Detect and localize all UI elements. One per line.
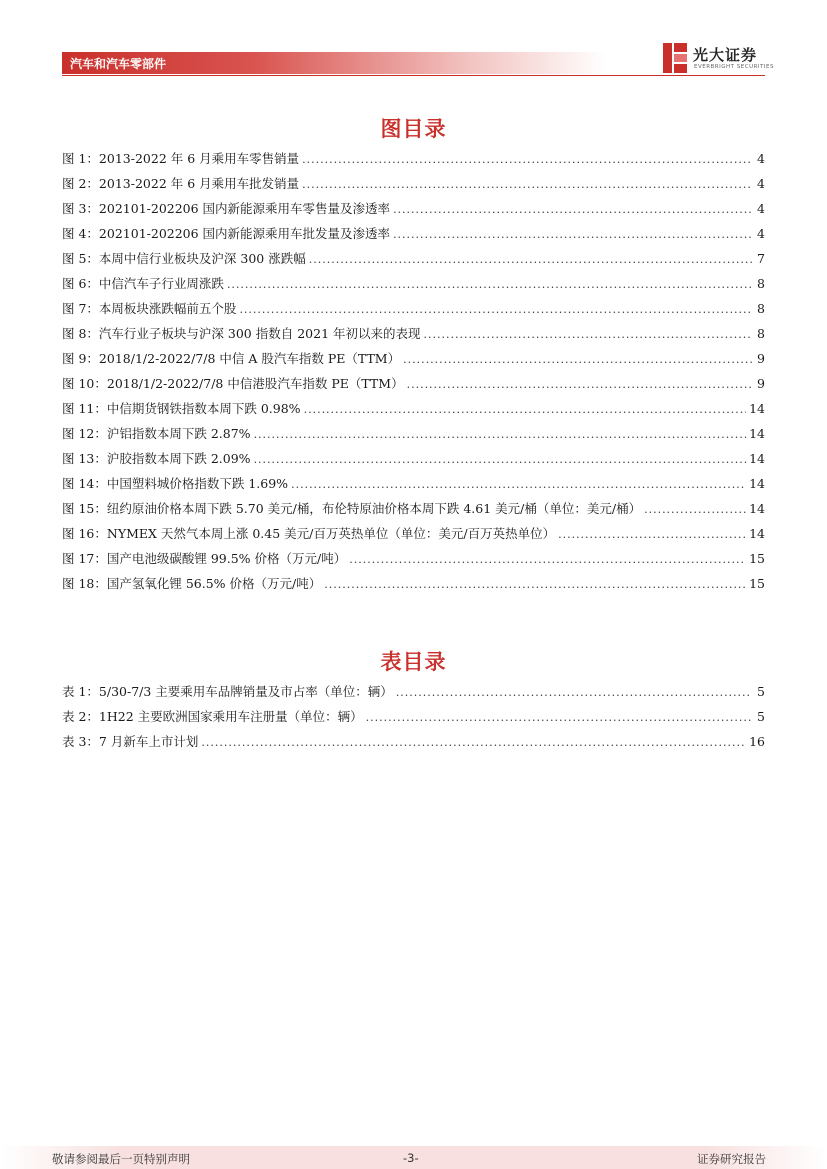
figure-entry[interactable] (62, 324, 765, 349)
brand-logo (663, 43, 773, 73)
figure-entry[interactable] (62, 524, 765, 549)
footer-page-number: -3- (403, 1151, 419, 1165)
figure-entry[interactable] (62, 449, 765, 474)
figure-entry[interactable] (62, 274, 765, 299)
figure-entry-label: 图 7：本周板块涨跌幅前五个股 (62, 301, 237, 316)
table-entry-page: 16 (749, 734, 765, 749)
dot-leader (424, 328, 753, 341)
table-entry-page: 5 (757, 709, 765, 724)
dot-leader (304, 403, 747, 416)
figures-list (62, 149, 765, 599)
figure-entry-label: 图 1：2013-2022 年 6 月乘用车零售销量 (62, 151, 300, 166)
dot-leader (407, 378, 752, 391)
figure-entry-page: 4 (757, 201, 765, 216)
figure-entry-page: 15 (749, 576, 765, 591)
figure-entry-label: 图 3：202101-202206 国内新能源乘用车零售量及渗透率 (62, 201, 391, 216)
figure-entry-page: 8 (757, 326, 765, 341)
figure-entry-page: 14 (749, 501, 765, 516)
table-entry-label: 表 2：1H22 主要欧洲国家乘用车注册量（单位：辆） (62, 709, 363, 724)
figure-entry[interactable] (62, 224, 765, 249)
dot-leader (309, 253, 752, 266)
figure-entry-page: 8 (757, 301, 765, 316)
figure-entry[interactable] (62, 249, 765, 274)
dot-leader (324, 578, 746, 591)
figure-entry[interactable] (62, 499, 765, 524)
figure-entry-label: 图 5：本周中信行业板块及沪深 300 涨跌幅 (62, 251, 306, 266)
dot-leader (366, 711, 752, 724)
figure-entry-label: 图 4：202101-202206 国内新能源乘用车批发量及渗透率 (62, 226, 391, 241)
table-entry-label: 表 1：5/30-7/3 主要乘用车品牌销量及市占率（单位：辆） (62, 684, 393, 699)
dot-leader (254, 453, 747, 466)
figure-entry-page: 7 (757, 251, 765, 266)
figure-entry-label: 图 18：国产氢氧化锂 56.5% 价格（万元/吨） (62, 576, 322, 591)
dot-leader (254, 428, 747, 441)
figure-entry-page: 14 (749, 401, 765, 416)
figure-entry-page: 9 (757, 351, 765, 366)
figure-entry[interactable] (62, 574, 765, 599)
figure-entry[interactable] (62, 149, 765, 174)
figure-entry-label: 图 13：沪胶指数本周下跌 2.09% (62, 451, 251, 466)
footer-report-type: 证券研究报告 (697, 1152, 766, 1166)
figure-entry[interactable] (62, 374, 765, 399)
figure-entry[interactable] (62, 174, 765, 199)
figure-entry[interactable] (62, 199, 765, 224)
figure-entry-label: 图 16：NYMEX 天然气本周上涨 0.45 美元/百万英热单位（单位：美元/百万英热单位） (62, 526, 556, 541)
tables-list (62, 682, 765, 757)
figure-entry-page: 15 (749, 551, 765, 566)
figure-entry-label: 图 9：2018/1/2-2022/7/8 中信 A 股汽车指数 PE（TTM） (62, 351, 401, 366)
figure-entry[interactable] (62, 299, 765, 324)
everbright-logo-icon (663, 43, 687, 73)
dot-leader (201, 736, 746, 749)
figure-entry-page: 8 (757, 276, 765, 291)
figure-entry-page: 14 (749, 526, 765, 541)
dot-leader (227, 278, 752, 291)
dot-leader (302, 178, 752, 191)
figure-entry-label: 图 14：中国塑料城价格指数下跌 1.69% (62, 476, 289, 491)
figure-entry[interactable] (62, 549, 765, 574)
footer-disclaimer: 敬请参阅最后一页特别声明 (52, 1152, 190, 1166)
figure-entry[interactable] (62, 399, 765, 424)
figure-entry-label: 图 2：2013-2022 年 6 月乘用车批发销量 (62, 176, 300, 191)
figure-entry-label: 图 17：国产电池级碳酸锂 99.5% 价格（万元/吨） (62, 551, 347, 566)
table-entry[interactable] (62, 682, 765, 707)
figure-entry-label: 图 6：中信汽车子行业周涨跌 (62, 276, 224, 291)
figure-entry-page: 4 (757, 151, 765, 166)
dot-leader (302, 153, 752, 166)
brand-name: 光大证券 (693, 46, 758, 64)
figures-section-title: 图目录 (380, 117, 447, 141)
figure-entry-page: 4 (757, 226, 765, 241)
header-band (62, 52, 607, 74)
figure-entry[interactable] (62, 349, 765, 374)
table-entry[interactable] (62, 732, 765, 757)
figure-entry-label: 图 15：纽约原油价格本周下跌 5.70 美元/桶，布伦特原油价格本周下跌 4.61 美元/桶（单位：美元/桶） (62, 501, 642, 516)
figure-entry[interactable] (62, 424, 765, 449)
dot-leader (393, 228, 752, 241)
table-entry[interactable] (62, 707, 765, 732)
brand-subtitle: EVERBRIGHT SECURITIES (694, 64, 774, 70)
figure-entry-label: 图 8：汽车行业子板块与沪深 300 指数自 2021 年初以来的表现 (62, 326, 421, 341)
dot-leader (349, 553, 746, 566)
dot-leader (644, 503, 746, 516)
figure-entry-page: 9 (757, 376, 765, 391)
figure-entry-label: 图 10：2018/1/2-2022/7/8 中信港股汽车指数 PE（TTM） (62, 376, 404, 391)
table-entry-page: 5 (757, 684, 765, 699)
figure-entry-page: 14 (749, 426, 765, 441)
figure-entry-label: 图 12：沪铝指数本周下跌 2.87% (62, 426, 251, 441)
dot-leader (239, 303, 752, 316)
figure-entry[interactable] (62, 474, 765, 499)
table-entry-label: 表 3：7 月新车上市计划 (62, 734, 199, 749)
figure-entry-label: 图 11：中信期货钢铁指数本周下跌 0.98% (62, 401, 301, 416)
figure-entry-page: 14 (749, 451, 765, 466)
header-divider (62, 75, 765, 76)
section-label: 汽车和汽车零部件 (70, 57, 167, 71)
dot-leader (396, 686, 752, 699)
dot-leader (558, 528, 746, 541)
dot-leader (403, 353, 752, 366)
tables-section-title: 表目录 (380, 650, 447, 674)
dot-leader (291, 478, 746, 491)
dot-leader (393, 203, 752, 216)
figure-entry-page: 4 (757, 176, 765, 191)
figure-entry-page: 14 (749, 476, 765, 491)
